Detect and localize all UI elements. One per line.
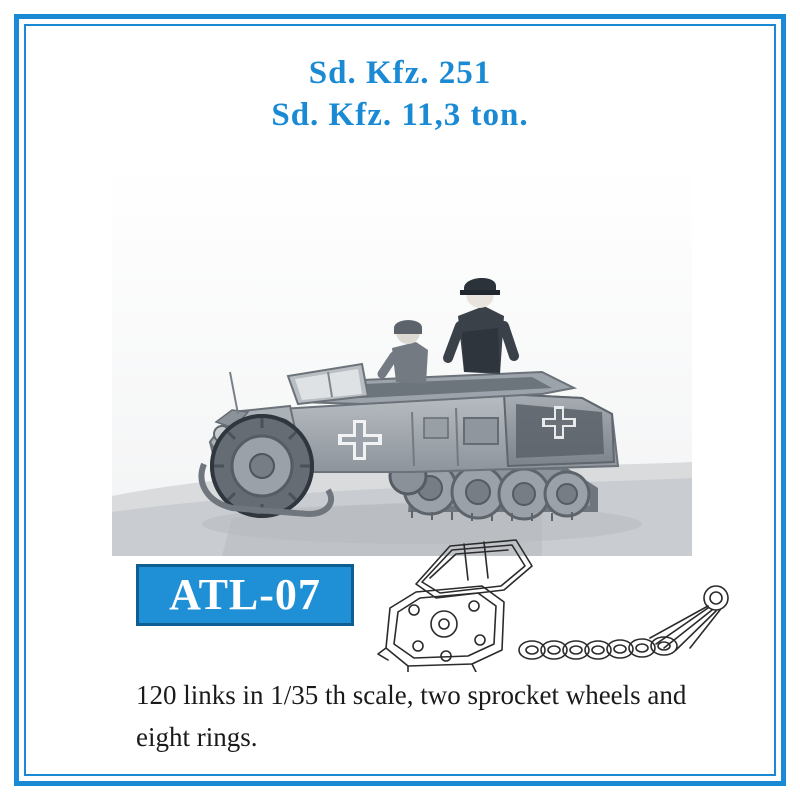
product-code-badge	[136, 564, 354, 626]
page-title	[24, 52, 776, 136]
parts-lineart	[364, 532, 764, 672]
title-line-2: Sd. Kfz. 11,3 ton.	[271, 97, 529, 133]
parts-lineart-graphic	[364, 532, 764, 672]
title-line-1: Sd. Kfz. 251	[308, 55, 492, 91]
vehicle-photo-graphic	[112, 166, 692, 556]
product-description: 120 links in 1/35 th scale, two sprocket wheels and eight rings.	[136, 680, 687, 752]
product-code-text: ATL-07	[169, 570, 321, 619]
vehicle-photo	[112, 166, 692, 556]
content-area	[24, 24, 776, 776]
